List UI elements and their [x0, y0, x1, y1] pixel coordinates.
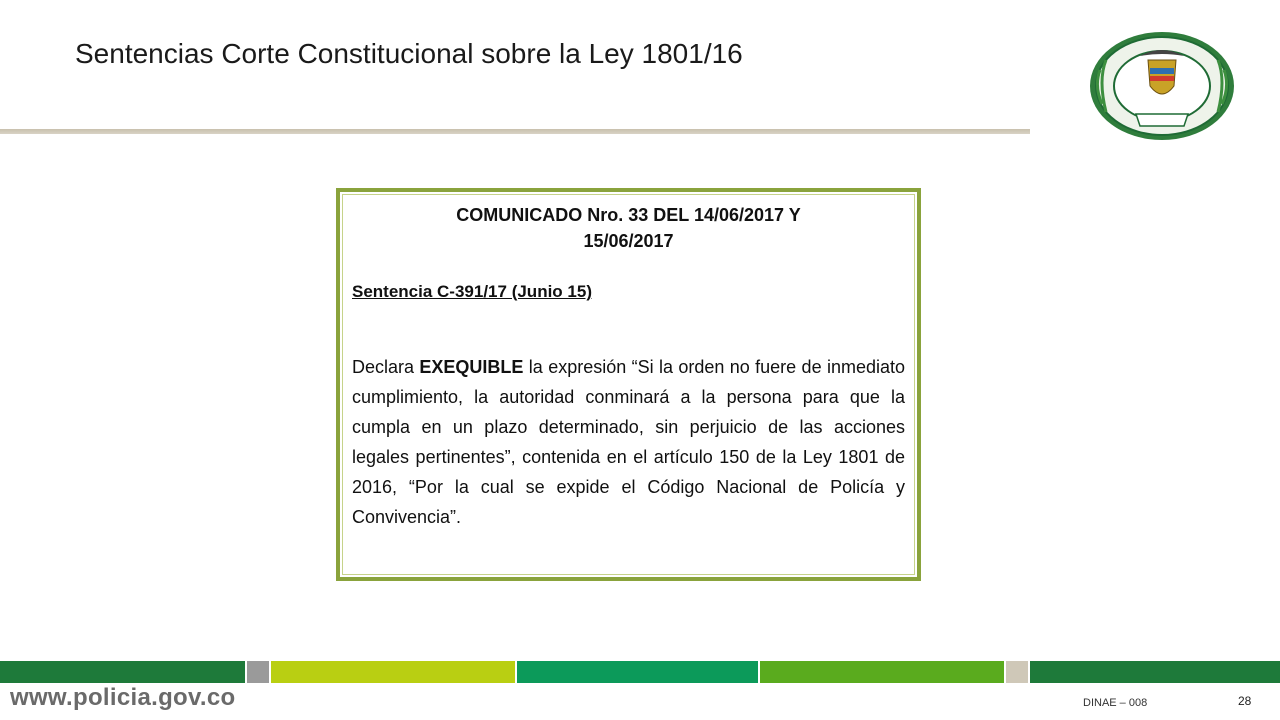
page-number: 28: [1238, 694, 1252, 708]
ruling-emphasis: EXEQUIBLE: [419, 357, 524, 377]
footer-bar-segment: [1030, 661, 1280, 683]
ruling-text: [352, 352, 905, 532]
footer-bar-segment: [271, 661, 515, 683]
footer-bar-segment: [247, 661, 269, 683]
ruling-prefix: Declara: [352, 357, 420, 377]
communique-heading: [352, 202, 905, 254]
ruling-rest: la expresión “Si la orden no fuere de inmediato cumplimiento, la autoridad conminará a la persona para que la cumpla en un plazo determinado, sin perjuicio de las acciones legales pertinentes”, contenida en el artículo 150 de la Ley 1801 de 2016, “Por la cual se expide el Código Nacional de Policía y Convivencia”.: [352, 357, 905, 527]
heading-line-2: 15/06/2017: [583, 231, 674, 251]
footer-bar-segment: [0, 661, 245, 683]
footer-bar-segment: [517, 661, 758, 683]
title-divider: [0, 129, 1030, 134]
communique-box: [336, 188, 921, 581]
footer-bar-segment: [1006, 661, 1028, 683]
website-url: www.policia.gov.co: [10, 684, 236, 711]
document-code: DINAE – 008: [1083, 697, 1148, 709]
sentence-label: Sentencia C-391/17 (Junio 15): [352, 282, 592, 301]
slide-title: Sentencias Corte Constitucional sobre la Ley 1801/16: [75, 38, 743, 69]
police-emblem-icon: [1088, 30, 1236, 142]
footer-bar-segment: [760, 661, 1004, 683]
heading-line-1: COMUNICADO Nro. 33 DEL 14/06/2017 Y: [456, 205, 801, 225]
